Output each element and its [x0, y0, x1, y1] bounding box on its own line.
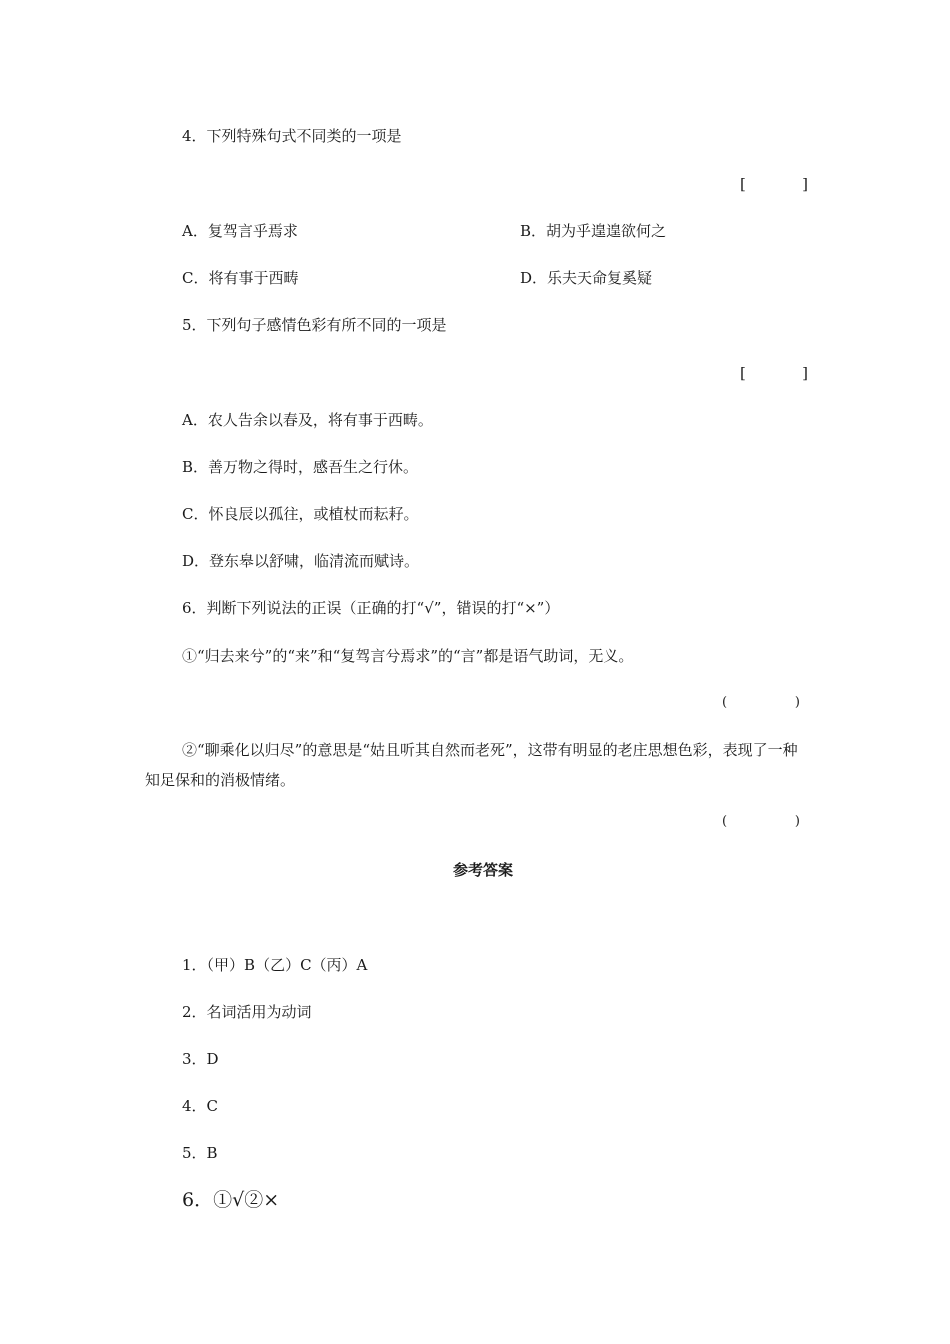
answer-item: 2．名词活用为动词	[182, 1003, 312, 1021]
question-4-answer-bracket	[740, 174, 808, 194]
question-6-item-2: ②“聊乘化以归尽”的意思是“姑且听其自然而老死”，这带有明显的老庄思想色彩，表现了一种知足保和的消极情绪。	[145, 741, 798, 789]
question-5-stem: 5．下列句子感情色彩有所不同的一项是	[182, 316, 447, 334]
answer-item: 4．C	[182, 1097, 219, 1115]
bracket-close: ]	[802, 364, 808, 382]
question-4-option-b: B．胡为乎遑遑欲何之	[520, 222, 667, 240]
question-6-item-1: ①“归去来兮”的“来”和“复驾言兮焉求”的“言”都是语气助词，无义。	[182, 647, 634, 665]
paren-open: (	[722, 695, 728, 710]
question-6-item-2-answer	[722, 812, 800, 832]
question-4-option-c: C．将有事于西畴	[182, 269, 299, 287]
answer-item: 5．B	[182, 1144, 218, 1162]
question-5-answer-bracket	[740, 363, 808, 383]
question-5-option-a: A．农人告余以春及，将有事于西畴。	[182, 411, 433, 429]
bracket-open: [	[740, 175, 746, 193]
answers-heading: 参考答案	[452, 861, 513, 879]
question-4-option-a: A．复驾言乎焉求	[182, 222, 298, 240]
paren-close: )	[794, 814, 800, 829]
answer-item: 6．①√②×	[182, 1189, 280, 1211]
question-4-stem: 4．下列特殊句式不同类的一项是	[182, 127, 402, 145]
question-4-option-d: D．乐夫天命复奚疑	[520, 269, 653, 287]
bracket-close: ]	[802, 175, 808, 193]
paren-open: (	[722, 814, 728, 829]
bracket-open: [	[740, 364, 746, 382]
answer-item: 3．D	[182, 1050, 219, 1068]
paren-close: )	[794, 695, 800, 710]
question-5-option-d: D．登东皋以舒啸，临清流而赋诗。	[182, 552, 420, 570]
question-5-option-b: B．善万物之得时，感吾生之行休。	[182, 458, 419, 476]
question-6-stem: 6．判断下列说法的正误（正确的打“√”，错误的打“×”）	[182, 599, 560, 617]
question-5-option-c: C．怀良辰以孤往，或植杖而耘耔。	[182, 505, 419, 523]
question-6-item-1-answer	[722, 693, 800, 713]
answer-item: 1．（甲）B（乙）C（丙）A	[182, 956, 368, 974]
